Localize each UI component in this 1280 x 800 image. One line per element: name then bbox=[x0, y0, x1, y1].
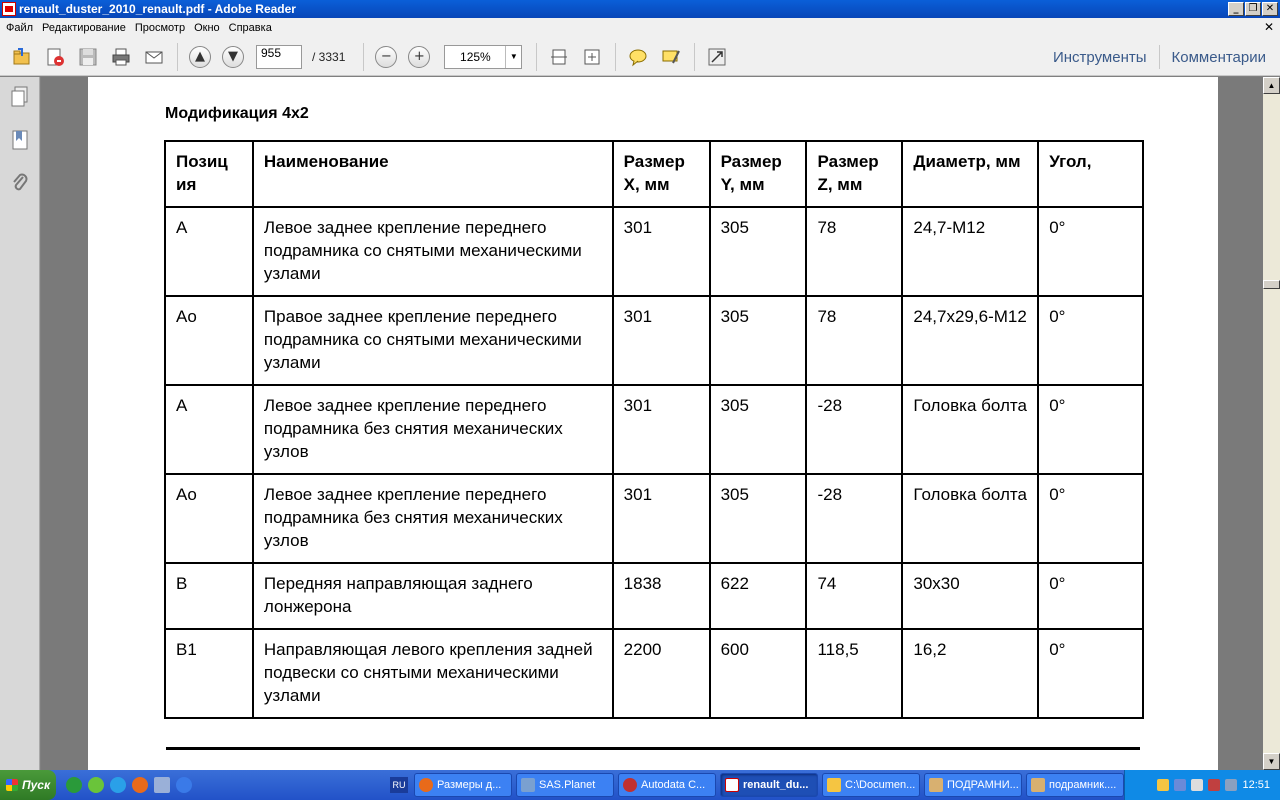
document-view[interactable] bbox=[41, 77, 1263, 770]
table-cell: В1 bbox=[165, 629, 253, 718]
task-label: Autodata C... bbox=[641, 779, 706, 791]
highlight-button[interactable] bbox=[657, 43, 685, 71]
column-header: Угол, bbox=[1038, 141, 1143, 207]
task-label: SAS.Planet bbox=[539, 779, 596, 791]
table-cell: Головка болта bbox=[902, 385, 1038, 474]
zoom-in-button[interactable] bbox=[405, 43, 433, 71]
page-thumbnails-icon[interactable] bbox=[9, 85, 31, 109]
table-cell: 30x30 bbox=[902, 563, 1038, 629]
bookmarks-icon[interactable] bbox=[9, 129, 31, 153]
add-comment-button[interactable] bbox=[624, 43, 652, 71]
fit-width-icon bbox=[549, 47, 569, 67]
table-cell: 2200 bbox=[613, 629, 710, 718]
table-cell: 0° bbox=[1038, 207, 1143, 296]
toolbar-separator bbox=[694, 43, 695, 71]
table-cell: 0° bbox=[1038, 474, 1143, 563]
table-header-row bbox=[165, 141, 1143, 207]
create-pdf-icon bbox=[45, 47, 65, 67]
start-button[interactable] bbox=[0, 770, 56, 800]
skype-icon[interactable] bbox=[110, 777, 126, 793]
scroll-up-arrow-icon[interactable]: ▲ bbox=[1263, 77, 1280, 94]
table-cell: 24,7-M12 bbox=[902, 207, 1038, 296]
window-controls bbox=[1228, 2, 1278, 16]
network-icon[interactable] bbox=[1174, 779, 1186, 791]
table-cell: 24,7x29,6-M12 bbox=[902, 296, 1038, 385]
arrow-up-icon: ▲ bbox=[189, 46, 211, 68]
tray-app-icon[interactable] bbox=[1157, 779, 1169, 791]
table-cell: 301 bbox=[613, 385, 710, 474]
toolbar-right-panel bbox=[1053, 38, 1266, 76]
table-cell: Левое заднее крепление переднего подрамника без снятия механических узлов bbox=[253, 474, 613, 563]
table-cell: А bbox=[165, 385, 253, 474]
table-row bbox=[165, 563, 1143, 629]
table-cell: 305 bbox=[710, 474, 807, 563]
column-header: Позиц ия bbox=[165, 141, 253, 207]
table-cell: 78 bbox=[806, 207, 902, 296]
table-cell: 0° bbox=[1038, 296, 1143, 385]
table-cell: 622 bbox=[710, 563, 807, 629]
taskbar-task[interactable] bbox=[414, 773, 512, 797]
window-title: renault_duster_2010_renault.pdf - Adobe Reader bbox=[19, 2, 296, 16]
table-row bbox=[165, 296, 1143, 385]
table-cell: 0° bbox=[1038, 385, 1143, 474]
clock: 12:51 bbox=[1242, 779, 1270, 791]
language-indicator[interactable]: RU bbox=[390, 777, 408, 793]
windows-taskbar bbox=[0, 770, 1280, 800]
minus-icon: − bbox=[375, 46, 397, 68]
scrolling-mode-button[interactable] bbox=[545, 43, 573, 71]
navigation-panel bbox=[0, 77, 40, 770]
comments-pane-button[interactable]: Комментарии bbox=[1171, 48, 1266, 66]
menu-edit[interactable]: Редактирование bbox=[42, 22, 126, 34]
close-button[interactable]: ✕ bbox=[1262, 2, 1278, 16]
task-label: подрамник.... bbox=[1049, 779, 1117, 791]
table-cell: -28 bbox=[806, 474, 902, 563]
column-header: Размер X, мм bbox=[613, 141, 710, 207]
expand-icon bbox=[707, 47, 727, 67]
create-pdf-button[interactable] bbox=[41, 43, 69, 71]
column-header: Размер Z, мм bbox=[806, 141, 902, 207]
table-cell: А bbox=[165, 207, 253, 296]
toolbar-separator bbox=[615, 43, 616, 71]
table-cell: 0° bbox=[1038, 563, 1143, 629]
volume-icon[interactable] bbox=[1191, 779, 1203, 791]
fit-page-icon bbox=[582, 47, 602, 67]
table-row bbox=[165, 207, 1143, 296]
task-label: Размеры д... bbox=[437, 779, 502, 791]
fit-page-button[interactable] bbox=[578, 43, 606, 71]
table-cell: 301 bbox=[613, 474, 710, 563]
envelope-icon bbox=[144, 47, 164, 67]
taskbar-buttons bbox=[414, 773, 1128, 797]
table-cell: Передняя направляющая заднего лонжерона bbox=[253, 563, 613, 629]
previous-page-button[interactable] bbox=[186, 43, 214, 71]
speech-bubble-icon bbox=[628, 47, 648, 67]
table-cell: -28 bbox=[806, 385, 902, 474]
table-cell: Левое заднее крепление переднего подрамника со снятыми механическими узлами bbox=[253, 207, 613, 296]
antivirus-icon[interactable] bbox=[1208, 779, 1220, 791]
page-total-count: / 3331 bbox=[312, 49, 346, 64]
table-cell: Правое заднее крепление переднего подрамника со снятыми механическими узлами bbox=[253, 296, 613, 385]
menu-bar bbox=[0, 18, 1280, 38]
column-header: Диаметр, мм bbox=[902, 141, 1038, 207]
measurement-table bbox=[164, 140, 1144, 719]
task-label: ПОДРАМНИ... bbox=[947, 779, 1019, 791]
table-cell: 600 bbox=[710, 629, 807, 718]
open-button[interactable] bbox=[8, 43, 36, 71]
save-disk-icon bbox=[78, 47, 98, 67]
menu-help[interactable]: Справка bbox=[228, 22, 272, 34]
table-cell: 16,2 bbox=[902, 629, 1038, 718]
scrollbar-thumb[interactable] bbox=[1263, 280, 1280, 289]
autodata-icon bbox=[623, 778, 637, 792]
printer-icon bbox=[111, 47, 131, 67]
table-cell: 305 bbox=[710, 296, 807, 385]
taskbar-task[interactable] bbox=[822, 773, 920, 797]
table-cell: Головка болта bbox=[902, 474, 1038, 563]
image-viewer-icon bbox=[1031, 778, 1045, 792]
start-label: Пуск bbox=[21, 778, 51, 792]
table-cell: Ао bbox=[165, 474, 253, 563]
chevron-down-icon: ▼ bbox=[505, 46, 521, 68]
table-row bbox=[165, 474, 1143, 563]
minimize-button[interactable]: _ bbox=[1228, 2, 1244, 16]
desktop-icon[interactable] bbox=[154, 777, 170, 793]
next-page-button[interactable] bbox=[219, 43, 247, 71]
restore-button[interactable]: ❐ bbox=[1245, 2, 1261, 16]
email-button[interactable] bbox=[140, 43, 168, 71]
taskbar-task-active[interactable] bbox=[720, 773, 818, 797]
window-title-bar bbox=[0, 0, 1280, 18]
adobe-reader-icon bbox=[725, 778, 739, 792]
firefox-icon[interactable] bbox=[132, 777, 148, 793]
menu-view[interactable]: Просмотр bbox=[134, 22, 186, 34]
full-screen-button[interactable] bbox=[703, 43, 731, 71]
zoom-level-value: 125% bbox=[460, 49, 491, 64]
section-heading: Модификация 4х2 bbox=[165, 105, 309, 122]
close-document-icon[interactable]: ✕ bbox=[1263, 20, 1274, 34]
menu-file[interactable]: Файл bbox=[6, 22, 34, 34]
taskbar-task[interactable] bbox=[618, 773, 716, 797]
system-tray bbox=[1124, 770, 1280, 800]
table-cell: 305 bbox=[710, 385, 807, 474]
toolbar-separator bbox=[536, 43, 537, 71]
safely-remove-hardware-icon[interactable] bbox=[1225, 779, 1237, 791]
table-cell: Направляющая левого крепления задней подвески со снятыми механическими узлами bbox=[253, 629, 613, 718]
page-number-input[interactable]: 955 bbox=[256, 45, 302, 69]
adobe-reader-icon bbox=[2, 2, 16, 16]
column-header: Размер Y, мм bbox=[710, 141, 807, 207]
internet-explorer-icon[interactable] bbox=[176, 777, 192, 793]
image-viewer-icon bbox=[929, 778, 943, 792]
quick-launch bbox=[66, 777, 192, 793]
print-button[interactable] bbox=[107, 43, 135, 71]
pdf-page bbox=[88, 77, 1218, 770]
highlighter-icon bbox=[661, 47, 681, 67]
windows-logo-icon bbox=[6, 779, 18, 791]
taskbar-task[interactable] bbox=[516, 773, 614, 797]
plus-icon: + bbox=[408, 46, 430, 68]
utorrent-icon[interactable] bbox=[66, 777, 82, 793]
page-footer-rule bbox=[166, 747, 1140, 750]
table-cell: 1838 bbox=[613, 563, 710, 629]
tools-pane-button[interactable]: Инструменты bbox=[1052, 48, 1147, 66]
task-label: renault_du... bbox=[743, 779, 809, 791]
taskbar-task[interactable] bbox=[1026, 773, 1124, 797]
open-folder-icon bbox=[12, 47, 32, 67]
table-cell: 301 bbox=[613, 207, 710, 296]
icq-icon[interactable] bbox=[88, 777, 104, 793]
table-cell: 78 bbox=[806, 296, 902, 385]
scroll-down-arrow-icon[interactable]: ▼ bbox=[1263, 753, 1280, 770]
firefox-icon bbox=[419, 778, 433, 792]
table-cell: В bbox=[165, 563, 253, 629]
sas-planet-icon bbox=[521, 778, 535, 792]
folder-icon bbox=[827, 778, 841, 792]
vertical-scrollbar[interactable] bbox=[1263, 77, 1280, 770]
attachments-paperclip-icon[interactable] bbox=[9, 171, 31, 195]
toolbar bbox=[0, 38, 1280, 76]
table-cell: 305 bbox=[710, 207, 807, 296]
column-header: Наименование bbox=[253, 141, 613, 207]
table-cell: Ао bbox=[165, 296, 253, 385]
toolbar-separator bbox=[177, 43, 178, 71]
menu-window[interactable]: Окно bbox=[194, 22, 220, 34]
table-row bbox=[165, 385, 1143, 474]
taskbar-task[interactable] bbox=[924, 773, 1022, 797]
zoom-level-select[interactable] bbox=[444, 45, 522, 69]
save-button[interactable] bbox=[74, 43, 102, 71]
toolbar-separator bbox=[363, 43, 364, 71]
table-cell: 118,5 bbox=[806, 629, 902, 718]
zoom-out-button[interactable] bbox=[372, 43, 400, 71]
table-cell: Левое заднее крепление переднего подрамника без снятия механических узлов bbox=[253, 385, 613, 474]
table-row bbox=[165, 629, 1143, 718]
arrow-down-icon: ▼ bbox=[222, 46, 244, 68]
table-cell: 74 bbox=[806, 563, 902, 629]
table-cell: 0° bbox=[1038, 629, 1143, 718]
task-label: C:\Documen... bbox=[845, 779, 916, 791]
table-cell: 301 bbox=[613, 296, 710, 385]
toolbar-separator bbox=[1159, 45, 1160, 69]
